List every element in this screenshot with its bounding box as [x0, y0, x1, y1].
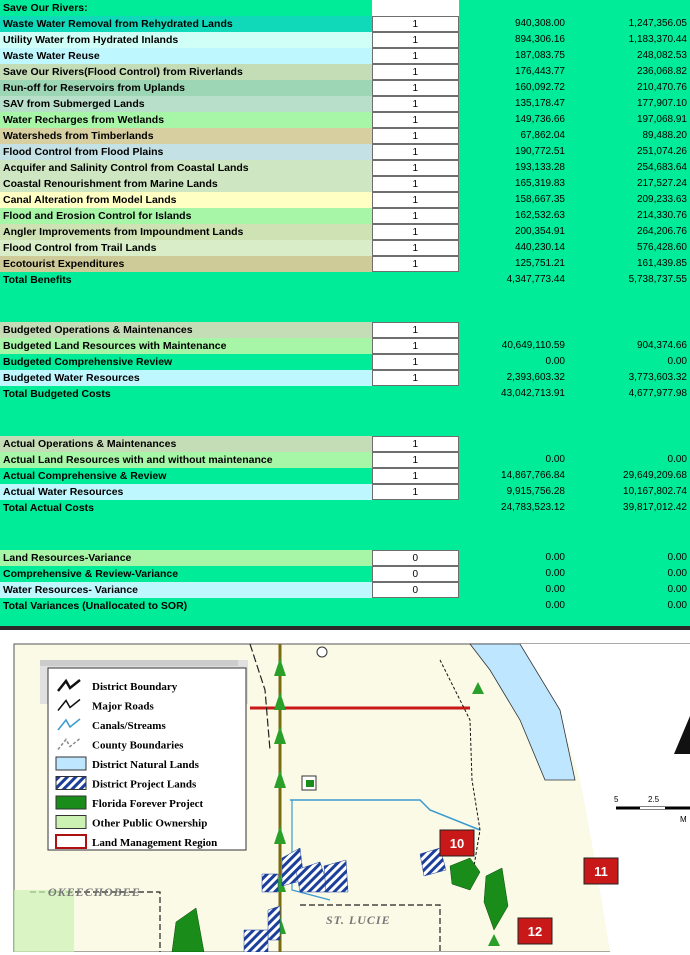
value-cell-1	[460, 322, 575, 338]
value-cell-1: 0.00	[545, 600, 565, 611]
project-lands-swatch	[56, 777, 197, 791]
value-cell-2: 177,907.10	[636, 98, 687, 109]
region-12-label: 12	[527, 924, 543, 939]
legend-label: Other Public Ownership	[92, 817, 208, 830]
table-row	[0, 550, 690, 566]
table-row	[0, 64, 690, 80]
units-cell	[372, 306, 459, 322]
row-label: Waste Water Reuse	[0, 48, 372, 64]
scale-label-b: 2.5	[648, 795, 660, 804]
value-cell-1: 149,736.66	[514, 114, 565, 125]
row-label: Water Resources- Variance	[0, 582, 372, 598]
value-cell-1: 0.00	[545, 454, 565, 465]
units-cell	[372, 386, 459, 404]
row-label: Ecotourist Expenditures	[0, 256, 372, 272]
value-cell-2: 197,068.91	[636, 114, 687, 125]
units-cell	[372, 534, 459, 550]
value-cell-1	[460, 518, 575, 534]
row-label: SAV from Submerged Lands	[0, 96, 372, 112]
row-label: Canal Alteration from Model Lands	[0, 192, 372, 208]
spacer-row	[0, 306, 690, 322]
value-cell-1	[460, 404, 575, 420]
value-cell-2: 214,330.76	[636, 210, 687, 221]
value-cell-1	[460, 436, 575, 452]
spacer-row	[0, 534, 690, 550]
row-label: Utility Water from Hydrated Inlands	[0, 32, 372, 48]
units-cell	[372, 290, 459, 306]
table-row	[0, 144, 690, 160]
value-cell-1	[460, 290, 575, 306]
value-cell-1: 176,443.77	[514, 66, 565, 77]
value-cell-1: 43,042,713.91	[501, 388, 565, 399]
map-panel	[0, 630, 690, 952]
value-cell-2: 0.00	[667, 568, 687, 579]
table-row	[0, 566, 690, 582]
value-cell-1	[460, 0, 575, 16]
table-row	[0, 208, 690, 224]
legend-label: Land Management Region	[92, 837, 218, 849]
value-cell-2: 210,470.76	[636, 82, 687, 93]
legend-label: District Project Lands	[92, 778, 197, 791]
units-cell	[372, 518, 459, 534]
legend-label: County Boundaries	[92, 739, 184, 752]
value-cell-2: 39,817,012.42	[623, 502, 687, 513]
value-cell-2: 1,183,370.44	[628, 34, 687, 45]
value-cell-2: 29,649,209.68	[623, 470, 687, 481]
region-10-label: 10	[449, 836, 465, 851]
units-cell: 1	[372, 240, 459, 256]
table-row	[0, 176, 690, 192]
county-label-st-lucie: ST. LUCIE	[326, 913, 391, 927]
value-cell-2: 209,233.63	[636, 194, 687, 205]
table-row	[0, 160, 690, 176]
units-cell: 0	[372, 550, 459, 566]
value-cell-1	[460, 534, 575, 550]
table-row	[0, 322, 690, 338]
units-cell	[372, 500, 459, 518]
spacer-row	[0, 404, 690, 420]
value-cell-2: 1,247,356.05	[628, 18, 687, 29]
value-cell-2	[575, 420, 690, 436]
units-cell: 1	[372, 484, 459, 500]
public-ownership-area	[14, 890, 74, 952]
table-row	[0, 354, 690, 370]
legend-label: District Natural Lands	[92, 759, 199, 771]
road-shield-icon	[317, 647, 327, 657]
units-cell: 1	[372, 80, 459, 96]
value-cell-2: 0.00	[667, 552, 687, 563]
table-row	[0, 128, 690, 144]
units-cell: 0	[372, 566, 459, 582]
value-cell-1: 165,319.83	[514, 178, 565, 189]
units-cell: 1	[372, 322, 459, 338]
units-cell	[372, 420, 459, 436]
units-cell	[372, 598, 459, 616]
table-row	[0, 80, 690, 96]
row-label: Budgeted Operations & Maintenances	[0, 322, 372, 338]
row-label: Save Our Rivers(Flood Control) from Riverlands	[0, 64, 372, 80]
units-cell: 1	[372, 354, 459, 370]
value-cell-2: 248,082.53	[636, 50, 687, 61]
management-region-swatch	[56, 835, 217, 849]
value-cell-2	[575, 0, 690, 16]
row-label: Run-off for Reservoirs from Uplands	[0, 80, 372, 96]
value-cell-1: 187,083.75	[514, 50, 565, 61]
value-cell-2: 0.00	[667, 600, 687, 611]
table-row	[0, 224, 690, 240]
value-cell-2: 3,773,603.32	[628, 372, 687, 383]
row-label: Land Resources-Variance	[0, 550, 372, 566]
value-cell-2: 904,374.66	[636, 340, 687, 351]
map-legend	[40, 660, 248, 850]
value-cell-1	[460, 306, 575, 322]
row-label: Actual Operations & Maintenances	[0, 436, 372, 452]
spacer-row	[0, 518, 690, 534]
spacer-row	[0, 420, 690, 436]
table-row	[0, 240, 690, 256]
legend-label: Canals/Streams	[92, 720, 166, 732]
value-cell-1: 440,230.14	[514, 242, 565, 253]
value-cell-2: 0.00	[667, 356, 687, 367]
spacer-row	[0, 290, 690, 306]
value-cell-1: 0.00	[545, 552, 565, 563]
units-cell: 1	[372, 192, 459, 208]
value-cell-2: 264,206.76	[636, 226, 687, 237]
units-cell: 1	[372, 64, 459, 80]
units-cell	[372, 272, 459, 290]
row-label: Actual Water Resources	[0, 484, 372, 500]
value-cell-1: 158,667.35	[514, 194, 565, 205]
value-cell-1: 24,783,523.12	[501, 502, 565, 513]
value-cell-1	[460, 420, 575, 436]
value-cell-2: 0.00	[667, 584, 687, 595]
row-label: Total Budgeted Costs	[3, 388, 111, 400]
scale-label-a: 5	[614, 795, 619, 804]
table-row	[0, 192, 690, 208]
row-label: Flood Control from Trail Lands	[0, 240, 372, 256]
units-cell: 1	[372, 208, 459, 224]
florida-forever-swatch	[56, 796, 204, 810]
total-row	[0, 272, 690, 290]
row-label: Budgeted Land Resources with Maintenance	[0, 338, 372, 354]
units-cell: 1	[372, 16, 459, 32]
value-cell-2	[575, 404, 690, 420]
table-row	[0, 256, 690, 272]
table-row	[0, 436, 690, 452]
natural-lands-swatch	[56, 757, 200, 771]
value-cell-1: 40,649,110.59	[501, 340, 565, 351]
units-cell	[372, 0, 459, 16]
row-label: Total Benefits	[3, 274, 72, 286]
value-cell-2: 576,428.60	[636, 242, 687, 253]
value-cell-2	[575, 518, 690, 534]
row-label: Budgeted Water Resources	[0, 370, 372, 386]
row-label: Total Variances (Unallocated to SOR)	[3, 600, 188, 612]
row-label: Water Recharges from Wetlands	[0, 112, 372, 128]
total-row	[0, 500, 690, 518]
section-header	[0, 0, 690, 16]
row-label: Save Our Rivers:	[3, 2, 88, 14]
table-row	[0, 484, 690, 500]
value-cell-1: 200,354.91	[514, 226, 565, 237]
value-cell-2: 254,683.64	[636, 162, 687, 173]
units-cell: 1	[372, 128, 459, 144]
value-cell-2	[575, 306, 690, 322]
units-cell: 1	[372, 176, 459, 192]
county-label-okeechobee: OKEECHOBEE	[48, 885, 141, 899]
table-row	[0, 338, 690, 354]
value-cell-2: 217,527.24	[636, 178, 687, 189]
units-cell: 1	[372, 370, 459, 386]
units-cell: 1	[372, 112, 459, 128]
row-label: Watersheds from Timberlands	[0, 128, 372, 144]
units-cell: 1	[372, 452, 459, 468]
value-cell-2: 251,074.26	[636, 146, 687, 157]
total-row	[0, 386, 690, 404]
row-label: Waste Water Removal from Rehydrated Lands	[0, 16, 372, 32]
value-cell-1: 14,867,766.84	[501, 470, 565, 481]
units-cell: 1	[372, 338, 459, 354]
value-cell-2	[575, 322, 690, 338]
units-cell: 1	[372, 436, 459, 452]
table-row	[0, 370, 690, 386]
legend-label: District Boundary	[92, 681, 178, 693]
legend-label: Florida Forever Project	[92, 798, 204, 810]
scale-label-c: M	[680, 815, 687, 824]
legend-label: Major Roads	[92, 700, 154, 713]
table-row	[0, 582, 690, 598]
value-cell-2: 89,488.20	[642, 130, 687, 141]
table-row	[0, 452, 690, 468]
row-label: Budgeted Comprehensive Review	[0, 354, 372, 370]
units-cell: 1	[372, 48, 459, 64]
value-cell-2	[575, 436, 690, 452]
row-label: Flood and Erosion Control for Islands	[0, 208, 372, 224]
public-ownership-swatch	[56, 816, 207, 830]
value-cell-1: 67,862.04	[520, 130, 565, 141]
units-cell: 1	[372, 144, 459, 160]
units-cell: 1	[372, 468, 459, 484]
value-cell-2: 10,167,802.74	[623, 486, 687, 497]
units-cell: 1	[372, 160, 459, 176]
units-cell	[372, 404, 459, 420]
value-cell-1: 0.00	[545, 568, 565, 579]
value-cell-2	[575, 290, 690, 306]
units-cell: 1	[372, 96, 459, 112]
row-label: Actual Land Resources with and without maintenance	[0, 452, 372, 468]
value-cell-1: 2,393,603.32	[506, 372, 565, 383]
value-cell-1: 894,306.16	[514, 34, 565, 45]
row-label: Total Actual Costs	[3, 502, 95, 514]
units-cell: 1	[372, 32, 459, 48]
value-cell-1: 160,092.72	[514, 82, 565, 93]
value-cell-1: 135,178.47	[514, 98, 565, 109]
map-svg	[0, 630, 690, 952]
value-cell-1: 0.00	[545, 584, 565, 595]
value-cell-2: 4,677,977.98	[628, 388, 687, 399]
table-row	[0, 96, 690, 112]
units-cell: 0	[372, 582, 459, 598]
table-row	[0, 32, 690, 48]
value-cell-2: 236,068.82	[636, 66, 687, 77]
value-cell-2: 161,439.85	[636, 258, 687, 269]
row-label: Actual Comprehensive & Review	[0, 468, 372, 484]
value-cell-1: 125,751.21	[514, 258, 565, 269]
value-cell-1: 4,347,773.44	[506, 274, 565, 285]
table-row	[0, 112, 690, 128]
region-11-label: 11	[594, 864, 608, 879]
row-label: Comprehensive & Review-Variance	[0, 566, 372, 582]
total-row	[0, 598, 690, 616]
row-label: Flood Control from Flood Plains	[0, 144, 372, 160]
value-cell-2: 5,738,737.55	[628, 274, 687, 285]
value-cell-2	[575, 534, 690, 550]
row-label: Acquifer and Salinity Control from Coastal Lands	[0, 160, 372, 176]
row-label: Coastal Renourishment from Marine Lands	[0, 176, 372, 192]
value-cell-1: 9,915,756.28	[506, 486, 565, 497]
value-cell-1: 190,772.51	[514, 146, 565, 157]
table-row	[0, 48, 690, 64]
value-cell-2: 0.00	[667, 454, 687, 465]
value-cell-1: 193,133.28	[514, 162, 565, 173]
value-cell-1: 940,308.00	[514, 18, 565, 29]
value-cell-1: 0.00	[545, 356, 565, 367]
row-label: Angler Improvements from Impoundment Lands	[0, 224, 372, 240]
table-row	[0, 468, 690, 484]
table-row	[0, 16, 690, 32]
units-cell: 1	[372, 224, 459, 240]
units-cell: 1	[372, 256, 459, 272]
value-cell-1: 162,532.63	[514, 210, 565, 221]
